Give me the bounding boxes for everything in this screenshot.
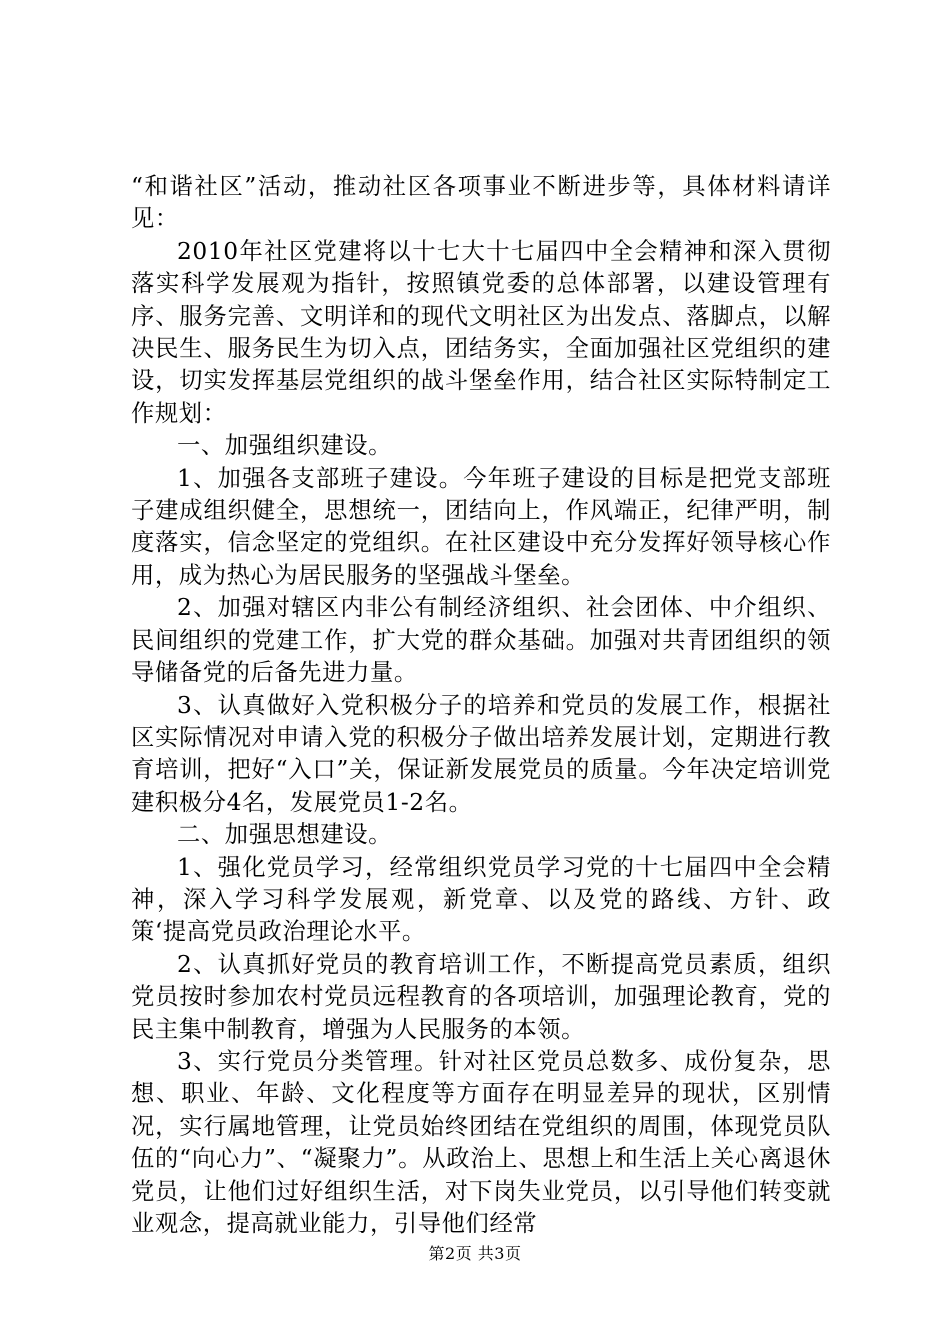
document-body <box>131 171 831 1240</box>
page-number-footer: 第2页 共3页 <box>428 1244 522 1263</box>
paragraph-ideology-item-1: 1、强化党员学习，经常组织党员学习党的十七届四中全会精神，深入学习科学发展观，新党章、以及党的路线、方针、政策‘提高党员政治理论水平。 <box>131 853 831 946</box>
paragraph-continuation: “和谐社区”活动，推动社区各项事业不断进步等，具体材料请详见： <box>131 173 831 233</box>
section-heading-ideology: 二、加强思想建设。 <box>177 821 393 849</box>
paragraph-intro: 2010年社区党建将以十七大十七届四中全会精神和深入贯彻落实科学发展观为指针，按照镇党委的总体部署，以建设管理有序、服务完善、文明详和的现代文明社区为出发点、落脚点，以解决民生、服务民生为切入点，团结务实，全面加强社区党组织的建设，切实发挥基层党组织的战斗堡垒作用，结合社区实际特制定工作规划： <box>131 237 831 427</box>
section-heading-organization: 一、加强组织建设。 <box>177 432 393 460</box>
paragraph-org-item-1: 1、加强各支部班子建设。今年班子建设的目标是把党支部班子建成组织健全，思想统一，团结向上，作风端正，纪律严明，制度落实，信念坚定的党组织。在社区建设中充分发挥好领导核心作用，成为热心为居民服务的坚强战斗堡垒。 <box>131 464 831 589</box>
paragraph-org-item-2: 2、加强对辖区内非公有制经济组织、社会团体、中介组织、民间组织的党建工作，扩大党的群众基础。加强对共青团组织的领导储备党的后备先进力量。 <box>131 594 831 687</box>
paragraph-org-item-3: 3、认真做好入党积极分子的培养和党员的发展工作，根据社区实际情况对申请入党的积极分子做出培养发展计划，定期进行教育培训，把好“入口”关，保证新发展党员的质量。今年决定培训党建积极分4名，发展党员1-2名。 <box>131 691 831 816</box>
paragraph-ideology-item-3: 3、实行党员分类管理。针对社区党员总数多、成份复杂，思想、职业、年龄、文化程度等方面存在明显差异的现状，区别情况，实行属地管理，让党员始终团结在党组织的周围，体现党员队伍的“向心力”、“凝聚力”。从政治上、思想上和生活上关心离退休党员，让他们过好组织生活，对下岗失业党员，以引导他们转变就业观念，提高就业能力，引导他们经常 <box>131 1047 831 1237</box>
paragraph-ideology-item-2: 2、认真抓好党员的教育培训工作，不断提高党员素质，组织党员按时参加农村党员远程教育的各项培训，加强理论教育，党的民主集中制教育，增强为人民服务的本领。 <box>131 950 831 1043</box>
